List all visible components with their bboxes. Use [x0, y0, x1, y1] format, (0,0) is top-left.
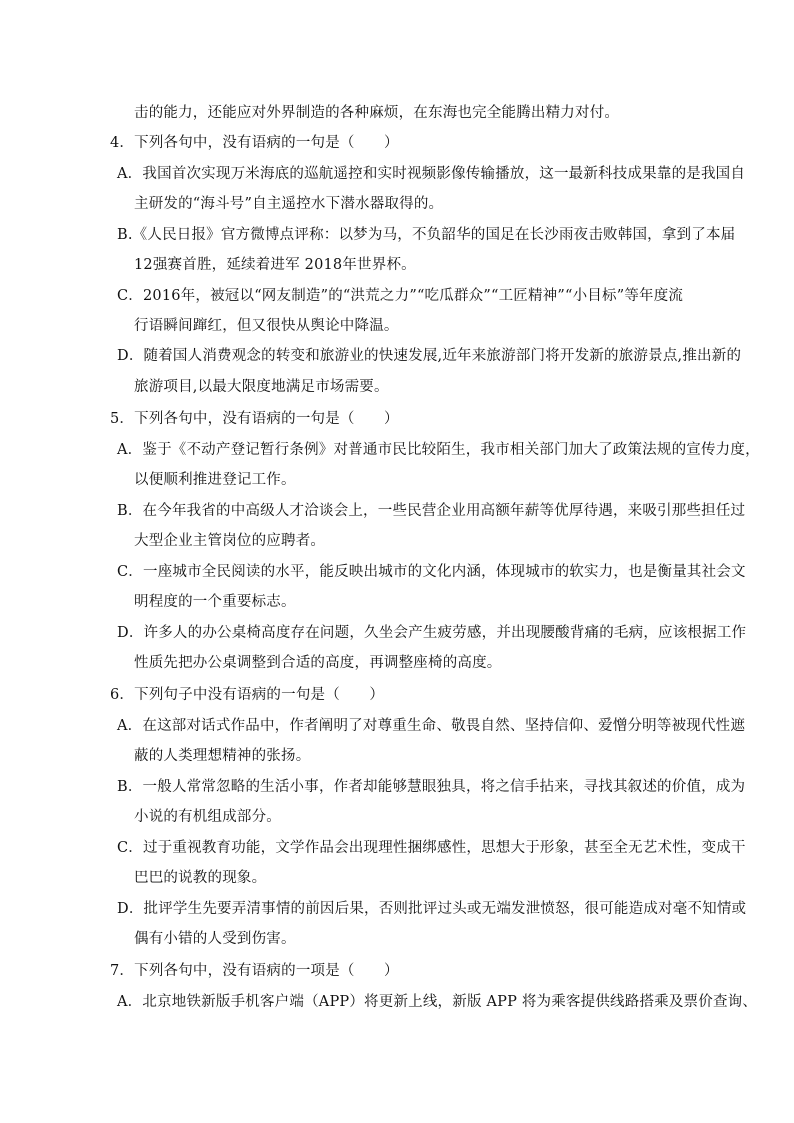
- question-6-option-d: D．批评学生先要弄清事情的前因后果，否则批评过头或无端发泄愤怒，很可能造成对毫不知情或: [117, 901, 747, 917]
- question-4-option-a-cont: 主研发的“海斗号”自主遥控水下潜水器取得的。: [134, 196, 444, 212]
- continuation-line: 击的能力，还能应对外界制造的各种麻烦，在东海也完全能腾出精力对付。: [134, 105, 620, 121]
- question-6-stem: 6．下列句子中没有语病的一句是（ ）: [110, 687, 385, 703]
- question-6-option-b: B．一般人常常忽略的生活小事，作者却能够慧眼独具，将之信手拈来，寻找其叙述的价值，成为: [117, 779, 746, 795]
- question-6-option-a: A．在这部对话式作品中，作者阐明了对尊重生命、敬畏自然、坚持信仰、爱憎分明等被现代性遮: [117, 718, 746, 734]
- question-5-option-c: C．一座城市全民阅读的水平，能反映出城市的文化内涵，体现城市的软实力，也是衡量其社会文: [117, 564, 746, 580]
- question-5-option-b: B．在今年我省的中高级人才洽谈会上，一些民营企业用高额年薪等优厚待遇，来吸引那些担任过: [117, 503, 746, 519]
- question-5-stem: 5．下列各句中，没有语病的一句是（ ）: [110, 411, 399, 427]
- question-5-option-d-cont: 性质先把办公桌调整到合适的高度，再调整座椅的高度。: [134, 655, 502, 671]
- question-5-option-c-cont: 明程度的一个重要标志。: [134, 594, 296, 610]
- question-6-option-d-cont: 偶有小错的人受到伤害。: [134, 931, 296, 947]
- question-7-option-a: A．北京地铁新版手机客户端（APP）将更新上线，新版 APP 将为乘客提供线路搭乘及票价查询、: [117, 994, 758, 1010]
- question-4-option-c: C．2016年，被冠以“网友制造”的“洪荒之力”“吃瓜群众”“工匠精神”“小目标”等年度流: [117, 288, 684, 304]
- question-4-option-d: D．随着国人消费观念的转变和旅游业的快速发展,近年来旅游部门将开发新的旅游景点,推出新的: [117, 348, 742, 364]
- question-6-option-b-cont: 小说的有机组成部分。: [134, 809, 281, 825]
- question-7-stem: 7．下列各句中，没有语病的一项是（ ）: [110, 963, 399, 979]
- question-5-option-a-cont: 以便顺利推进登记工作。: [134, 472, 296, 488]
- question-6-option-a-cont: 蔽的人类理想精神的张扬。: [134, 748, 311, 764]
- question-4-option-b-cont: 12强赛首胜，延续着进军 2018年世界杯。: [134, 257, 416, 273]
- question-4-option-d-cont: 旅游项目,以最大限度地满足市场需要。: [134, 379, 389, 395]
- question-5-option-a: A．鉴于《不动产登记暂行条例》对普通市民比较陌生，我市相关部门加大了政策法规的宣传力度，: [117, 442, 760, 458]
- question-4-option-a: A．我国首次实现万米海底的巡航遥控和实时视频影像传输播放，这一最新科技成果靠的是我国自: [117, 166, 746, 182]
- question-4-stem: 4．下列各句中，没有语病的一句是（ ）: [110, 135, 399, 151]
- question-6-option-c: C．过于重视教育功能，文学作品会出现理性捆绑感性，思想大于形象，甚至全无艺术性，变成干: [117, 840, 746, 856]
- question-5-option-b-cont: 大型企业主管岗位的应聘者。: [134, 533, 326, 549]
- question-6-option-c-cont: 巴巴的说教的现象。: [134, 870, 267, 886]
- question-5-option-d: D．许多人的办公桌椅高度存在问题，久坐会产生疲劳感，并出现腰酸背痛的毛病，应该根据工作: [117, 625, 747, 641]
- question-4-option-b: B.《人民日报》官方微博点评称：以梦为马，不负韶华的国足在长沙雨夜击败韩国，拿到了本届: [117, 227, 736, 243]
- question-4-option-c-cont: 行语瞬间蹿红，但又很快从舆论中降温。: [134, 318, 399, 334]
